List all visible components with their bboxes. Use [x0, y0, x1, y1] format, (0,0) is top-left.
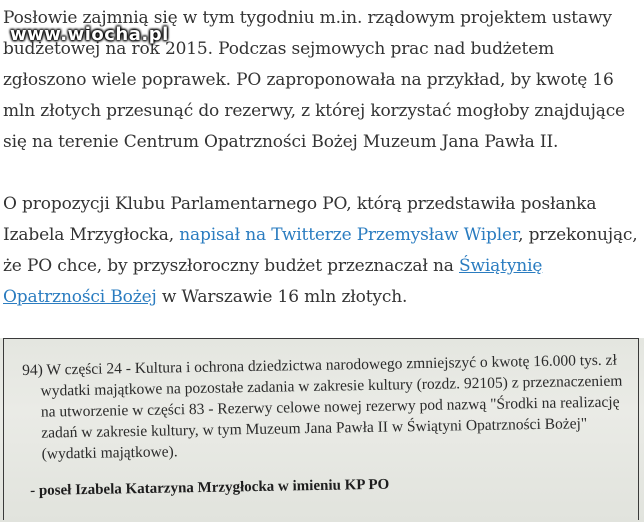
article-paragraph-2 — [3, 189, 641, 313]
site-watermark: www.wiocha.pl — [10, 24, 169, 45]
twitter-wipler-link[interactable]: napisał na Twitterze Przemysław Wipler — [179, 225, 519, 245]
article-paragraph-1: Posłowie zajmnią się w tym tygodniu m.in. rządowym projektem ustawy budżetowej na rok 2015. Podczas sejmowych prac nad budżetem zgłoszono wiele poprawek. PO zaproponowała na przykład, by kwotę 16 mln złotych przesunąć do rezerwy, z której korzystać mogłoby znajdujące się na terenie Centrum Opatrzności Bożej Muzeum Jana Pawła II. — [3, 8, 625, 152]
amendment-line: wydatki majątkowe na pozostałe zadania w zakresie kultury (rozdz. 92105) z przeznaczeniem — [40, 372, 623, 400]
amendment-line: 94) W części 24 - Kultura i ochrona dziedzictwa narodowego zmniejszyć o kwotę 16.000 tys. zł — [22, 351, 617, 379]
amendment-line: (wydatki majątkowe). — [41, 443, 178, 463]
amendment-signature: - poseł Izabela Katarzyna Mrzygłocka w imieniu KP PO — [30, 476, 390, 499]
document-scan-frame — [3, 338, 639, 520]
amendment-line: na utworzenie w części 83 - Rezerwy celowe nowej rezerwy pod nazwą "Środki na realizację — [40, 393, 620, 421]
amendment-line: zadań w zakresie kultury, w tym Muzeum Jana Pawła II w Świątyni Opatrzności Bożej" — [41, 415, 588, 442]
paragraph-2-text-c: w Warszawie 16 mln złotych. — [156, 287, 408, 307]
paragraph-2-text-b: , przekonując, że PO chce, by przyszłoroczny budżet przeznaczał na — [3, 225, 638, 276]
paragraph-2-text-a: O propozycji Klubu Parlamentarnego PO, którą przedstawiła posłanka Izabela Mrzygłocka, — [3, 194, 597, 245]
swiatynia-opatrznosci-link[interactable]: Świątynię Opatrzności Bożej — [3, 256, 543, 307]
